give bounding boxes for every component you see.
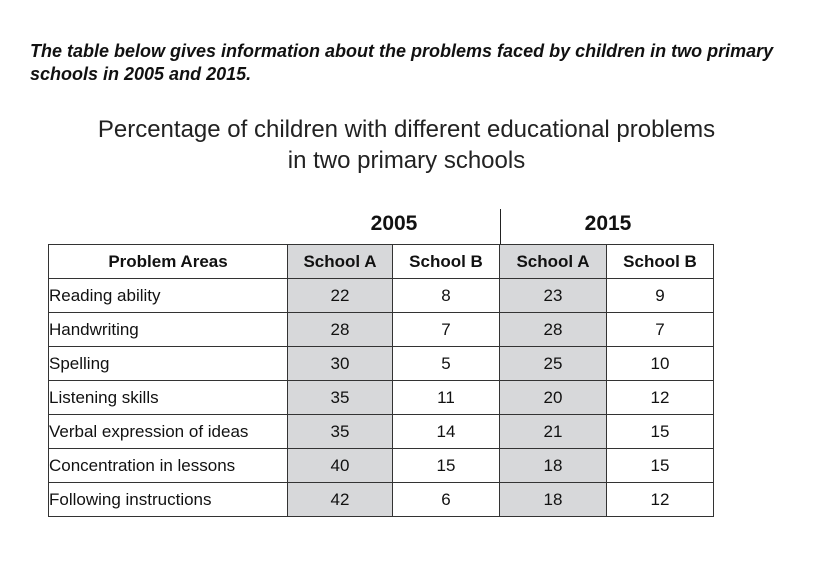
value-2005-school-a: 40	[288, 449, 393, 483]
value-2015-school-b: 15	[607, 449, 714, 483]
value-2015-school-b: 15	[607, 415, 714, 449]
header-2005-school-b: School B	[393, 245, 500, 279]
problem-area-label: Reading ability	[49, 279, 288, 313]
value-2005-school-a: 42	[288, 483, 393, 517]
chart-title-line-2: in two primary schools	[287, 147, 526, 174]
value-2015-school-a: 28	[500, 313, 607, 347]
year-header-2015: 2015	[584, 212, 632, 235]
value-2015-school-a: 23	[500, 279, 607, 313]
chart-title-line-1: Percentage of children with different educational problems	[97, 116, 716, 143]
value-2005-school-a: 35	[288, 381, 393, 415]
table-row	[49, 449, 714, 483]
problems-table	[48, 244, 714, 517]
problem-area-label: Verbal expression of ideas	[49, 415, 288, 449]
value-2015-school-a: 21	[500, 415, 607, 449]
problem-area-label: Following instructions	[49, 483, 288, 517]
table-row	[49, 483, 714, 517]
value-2005-school-b: 6	[393, 483, 500, 517]
value-2005-school-b: 7	[393, 313, 500, 347]
header-problem-areas: Problem Areas	[49, 245, 288, 279]
value-2015-school-b: 12	[607, 483, 714, 517]
value-2005-school-a: 22	[288, 279, 393, 313]
value-2015-school-a: 18	[500, 483, 607, 517]
value-2005-school-b: 8	[393, 279, 500, 313]
header-2005-school-a: School A	[288, 245, 393, 279]
value-2005-school-b: 15	[393, 449, 500, 483]
year-header-2005: 2005	[370, 212, 418, 235]
value-2015-school-b: 12	[607, 381, 714, 415]
table-row	[49, 279, 714, 313]
value-2005-school-b: 11	[393, 381, 500, 415]
intro-text: The table below gives information about the problems faced by children in two primary schools in 2005 and 2015.	[30, 41, 774, 84]
value-2015-school-a: 20	[500, 381, 607, 415]
value-2005-school-a: 30	[288, 347, 393, 381]
value-2005-school-b: 14	[393, 415, 500, 449]
value-2015-school-a: 18	[500, 449, 607, 483]
header-2015-school-a: School A	[500, 245, 607, 279]
value-2005-school-a: 35	[288, 415, 393, 449]
problem-area-label: Handwriting	[49, 313, 288, 347]
value-2005-school-b: 5	[393, 347, 500, 381]
problem-area-label: Concentration in lessons	[49, 449, 288, 483]
chart-title	[0, 114, 813, 176]
problem-area-label: Spelling	[49, 347, 288, 381]
table-row	[49, 313, 714, 347]
table-header-row	[49, 245, 714, 279]
table-row	[49, 415, 714, 449]
header-2015-school-b: School B	[607, 245, 714, 279]
problem-area-label: Listening skills	[49, 381, 288, 415]
table-row	[49, 347, 714, 381]
value-2015-school-b: 9	[607, 279, 714, 313]
value-2015-school-b: 10	[607, 347, 714, 381]
value-2015-school-a: 25	[500, 347, 607, 381]
value-2005-school-a: 28	[288, 313, 393, 347]
table-row	[49, 381, 714, 415]
value-2015-school-b: 7	[607, 313, 714, 347]
